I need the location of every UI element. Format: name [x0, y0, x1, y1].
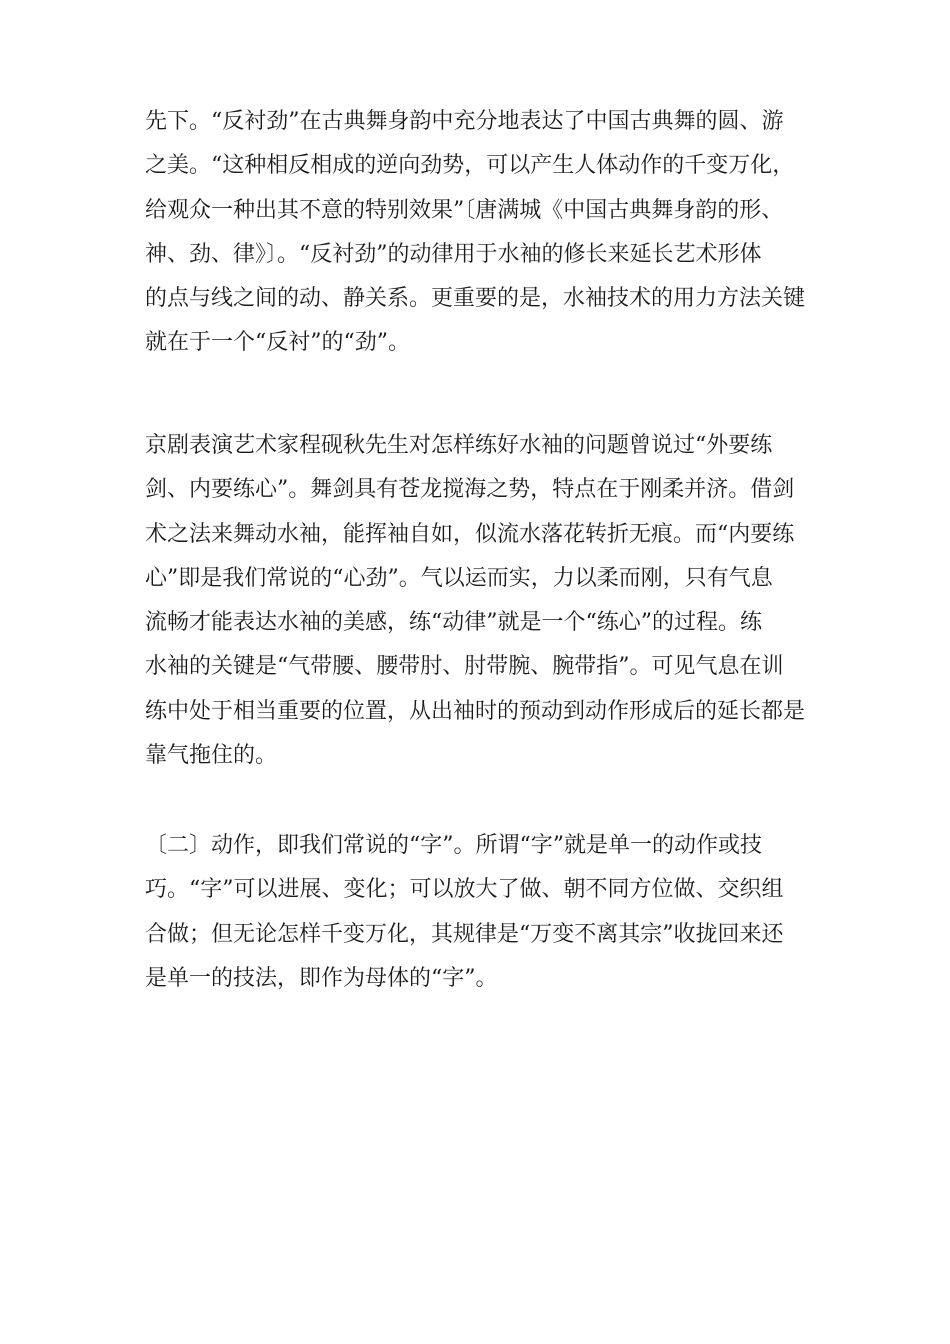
text-line: 靠气拖住的。 [145, 743, 278, 769]
text-line: 流畅才能表达水袖的美感，练“动律”就是一个“练心”的过程。练 [145, 610, 762, 636]
text-line: 剑、内要练心”。舞剑具有苍龙搅海之势，特点在于刚柔并济。借剑 [145, 477, 795, 503]
text-line: 心”即是我们常说的“心劲”。气以运而实，力以柔而刚，只有气息 [145, 565, 773, 591]
text-line: 京剧表演艺术家程砚秋先生对怎样练好水袖的问题曾说过“外要练 [145, 433, 773, 458]
text-line: 先下。“反衬劲”在古典舞身韵中充分地表达了中国古典舞的圆、游 [145, 109, 784, 134]
text-line: 的点与线之间的动、静关系。更重要的是，水袖技术的用力方法关键 [145, 286, 806, 312]
text-line: 是单一的技法，即作为母体的“字”。 [145, 965, 498, 991]
text-line: 就在于一个“反衬”的“劲”。 [145, 330, 410, 356]
text-line: 水袖的关键是“气带腰、腰带肘、肘带腕、腕带指”。可见气息在训 [145, 654, 784, 680]
paragraph-movement-character [145, 824, 820, 1001]
text-line: 给观众一种出其不意的特别效果”〔唐满城《中国古典舞身韵的形、 [145, 197, 784, 223]
text-line: 合做；但无论怎样千变万化，其规律是“万变不离其宗”收拢回来还 [145, 921, 784, 947]
text-line: 之美。“这种相反相成的逆向劲势，可以产生人体动作的千变万化， [145, 153, 795, 179]
text-line: 术之法来舞动水袖，能挥袖自如，似流水落花转折无痕。而“内要练 [145, 521, 795, 547]
text-line: 神、劲、律》〕。“反衬劲”的动律用于水袖的修长来延长艺术形体 [145, 241, 762, 267]
text-line: 〔二〕动作，即我们常说的“字”。所谓“字”就是单一的动作或技 [145, 833, 762, 858]
text-line: 巧。“字”可以进展、变化；可以放大了做、朝不同方位做、交织组 [145, 877, 784, 903]
paragraph-reverse-force [145, 100, 820, 366]
paragraph-cheng-yanqiu [145, 424, 820, 778]
text-line: 练中处于相当重要的位置，从出袖时的预动到动作形成后的延长都是 [145, 698, 806, 724]
